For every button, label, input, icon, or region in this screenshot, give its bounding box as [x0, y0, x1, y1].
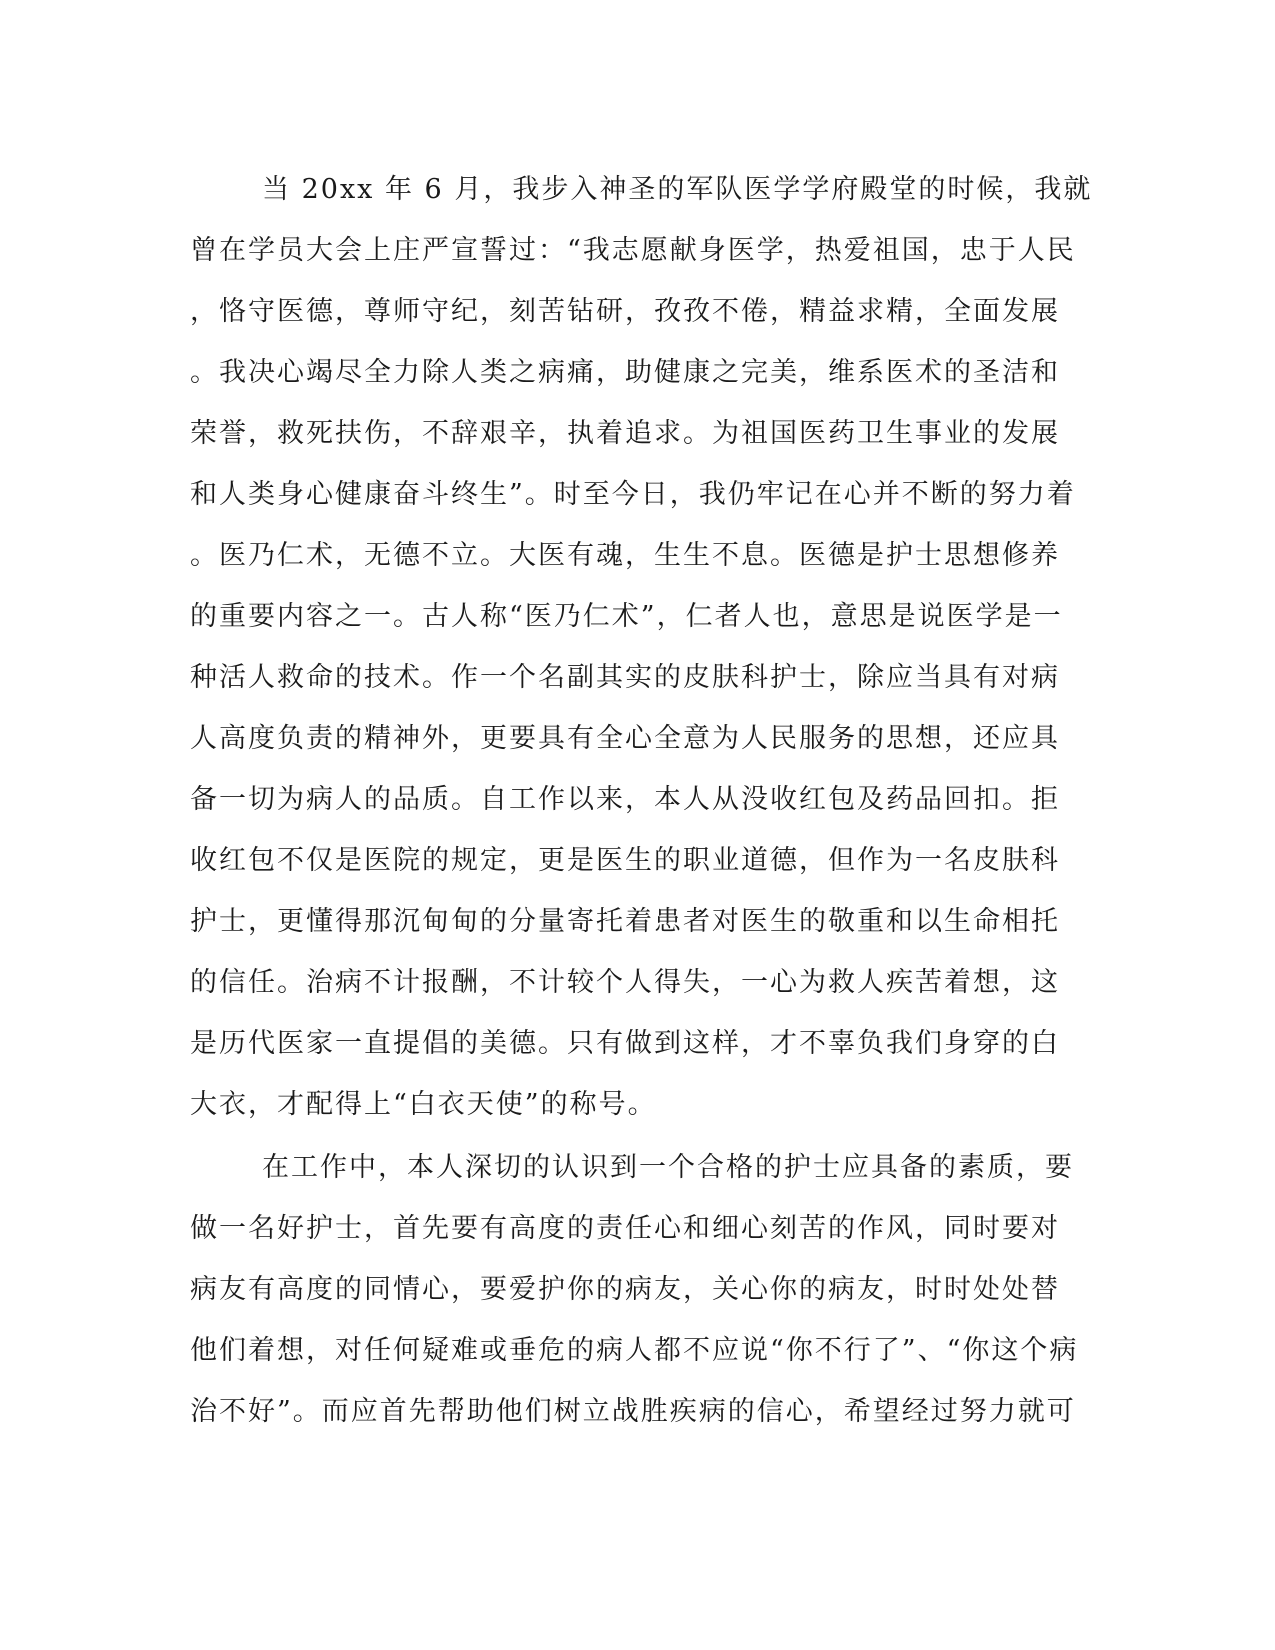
text-line: 。我决心竭尽全力除人类之病痛，助健康之完美，维系医术的圣洁和 [190, 357, 1060, 388]
text-line: 做一名好护士，首先要有高度的责任心和细心刻苦的作风，同时要对 [190, 1213, 1060, 1244]
text-line: 当 20xx 年 6 月，我步入神圣的军队医学学府殿堂的时候，我就 [262, 174, 1093, 205]
text-line: 收红包不仅是医院的规定，更是医生的职业道德，但作为一名皮肤科 [190, 845, 1060, 876]
text-line: 大衣，才配得上“白衣天使”的称号。 [190, 1089, 657, 1120]
text-line: 是历代医家一直提倡的美德。只有做到这样，才不辜负我们身穿的白 [190, 1028, 1060, 1059]
text-line: 在工作中，本人深切的认识到一个合格的护士应具备的素质，要 [262, 1152, 1074, 1183]
paragraph-2 [190, 1137, 1090, 1442]
text-line: 治不好”。而应首先帮助他们树立战胜疾病的信心，希望经过努力就可 [190, 1396, 1076, 1427]
text-line: 备一切为病人的品质。自工作以来，本人从没收红包及药品回扣。拒 [190, 784, 1060, 815]
text-line: 荣誉，救死扶伤，不辞艰辛，执着追求。为祖国医药卫生事业的发展 [190, 418, 1060, 449]
text-line: 护士，更懂得那沉甸甸的分量寄托着患者对医生的敬重和以生命相托 [190, 906, 1060, 937]
text-line: ，恪守医德，尊师守纪，刻苦钻研，孜孜不倦，精益求精，全面发展 [190, 296, 1060, 327]
text-line: 他们着想，对任何疑难或垂危的病人都不应说“你不行了”、“你这个病 [190, 1335, 1079, 1366]
text-line: 曾在学员大会上庄严宣誓过：“我志愿献身医学，热爱祖国，忠于人民 [190, 235, 1076, 266]
text-line: 病友有高度的同情心，要爱护你的病友，关心你的病友，时时处处替 [190, 1274, 1060, 1305]
text-line: 的重要内容之一。古人称“医乃仁术”，仁者人也，意思是说医学是一 [190, 601, 1063, 632]
text-line: 人高度负责的精神外，更要具有全心全意为人民服务的思想，还应具 [190, 723, 1060, 754]
text-line: 和人类身心健康奋斗终生”。时至今日，我仍牢记在心并不断的努力着 [190, 479, 1076, 510]
text-line: 的信任。治病不计报酬，不计较个人得失，一心为救人疾苦着想，这 [190, 967, 1060, 998]
paragraph-1 [190, 159, 1093, 1135]
text-line: 。医乃仁术，无德不立。大医有魂，生生不息。医德是护士思想修养 [190, 540, 1060, 571]
text-line: 种活人救命的技术。作一个名副其实的皮肤科护士，除应当具有对病 [190, 662, 1060, 693]
body-text [190, 159, 1093, 1442]
